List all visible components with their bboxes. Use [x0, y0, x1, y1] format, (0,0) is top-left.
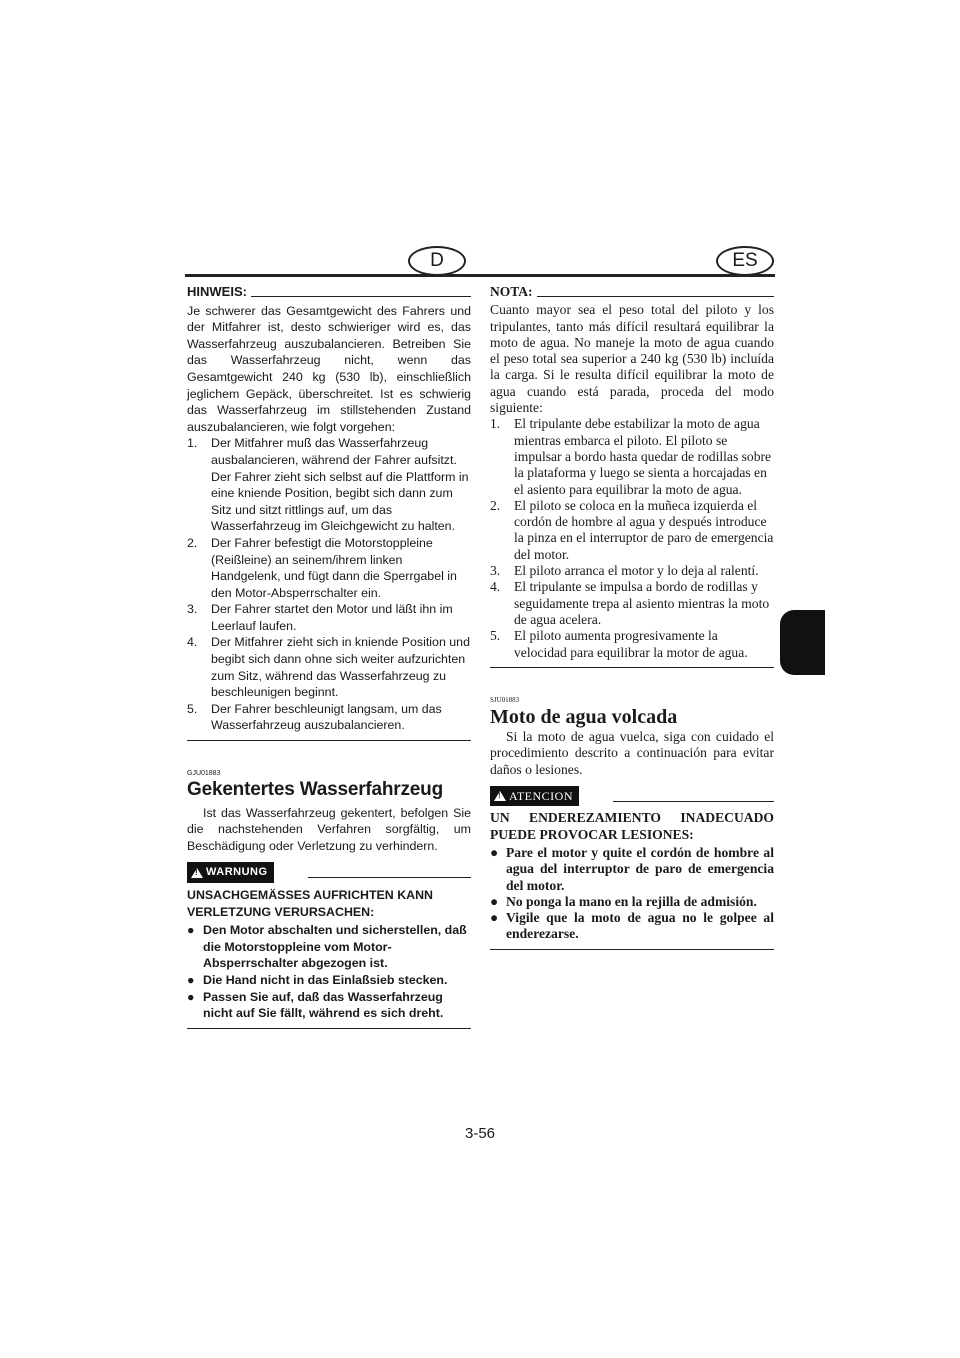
language-badge-d: D: [408, 246, 466, 276]
section-title: Moto de agua volcada: [490, 705, 678, 728]
page-number: 3-56: [464, 1125, 496, 1142]
list-item: [187, 922, 471, 972]
list-item: [187, 601, 471, 634]
bullet-icon: ●: [490, 893, 499, 909]
list-item: [490, 910, 774, 943]
note-heading: [187, 284, 471, 301]
note-title: HINWEIS:: [187, 284, 247, 299]
step-text: El piloto arranca el motor y lo deja al ralentí.: [514, 563, 759, 579]
warning-item-text: Pare el motor y quite el cordón de hombre al agua del interruptor de paro de emergencia del motor.: [506, 844, 774, 893]
step-number: 3.: [490, 563, 501, 579]
bullet-icon: ●: [490, 844, 499, 860]
step-text: Der Mitfahrer muß das Wasserfahrzeug ausbalancieren, während der Fahrer aufsitzt. Der Fahrer zieht sich selbst auf die Plattform in eine kniende Position, begibt sich dann zum Sitz und sitzt rittlings auf, um das Wasserfahrzeug im Gleichgewicht zu halten.: [211, 436, 469, 534]
note-rule: [537, 288, 775, 297]
warning-body: [490, 810, 774, 942]
step-number: 4.: [490, 579, 501, 595]
section-intro: Si la moto de agua vuelca, siga con cuidado el procedimiento descrito a continuación para evitar daños o lesiones.: [490, 729, 774, 777]
language-badge-es: ES: [716, 246, 774, 276]
list-item: [187, 435, 471, 535]
step-text: Der Fahrer befestigt die Motorstoppleine (Reißleine) an seinem/ihrem linken Handgelenk, und fügt dann die Sperrgabel in den Motor-Absperrschalter ein.: [211, 535, 457, 600]
note-end-rule: [187, 740, 471, 741]
step-number: 4.: [187, 635, 198, 650]
list-item: [490, 416, 774, 497]
step-text: El tripulante se impulsa a bordo de rodillas y seguidamente trepa al asiento mientras la moto de agua acelera.: [514, 579, 770, 627]
section-intro: Ist das Wasserfahrzeug gekentert, befolgen Sie die nachstehenden Verfahren sorgfältig, um Beschädigung oder Verletzung zu verhindern.: [187, 805, 471, 853]
note-intro: Cuanto mayor sea el peso total del piloto y los tripulantes, tanto más difícil resultará equilibrar la moto de agua. No maneje la moto de agua cuando el peso total sea superior a 240 kg (530 lb) incluída la carga. Si le resulta difícil equilibrar la moto de agua cuando está parada, proceda del modo siguiente:: [490, 302, 774, 416]
column-spanish: [490, 284, 774, 950]
warning-item-text: Den Motor abschalten und sicherstellen, daß die Motorstoppleine vom Motor-Absperrschalter abgezogen ist.: [203, 923, 467, 971]
warning-end-rule: [187, 1028, 471, 1029]
list-item: [490, 628, 774, 661]
note-rule: [251, 288, 471, 297]
warning-item-text: Die Hand nicht in das Einlaßsieb stecken.: [203, 972, 448, 987]
list-item: [490, 579, 774, 628]
step-number: 5.: [187, 701, 198, 716]
bullet-icon: ●: [187, 972, 195, 987]
bullet-icon: ●: [187, 923, 195, 938]
step-number: 3.: [187, 602, 198, 617]
warning-triangle-icon: [494, 791, 506, 801]
warning-label: WARNUNG: [206, 866, 268, 879]
warning-list: [490, 845, 774, 943]
step-text: Der Mitfahrer zieht sich in kniende Position und begibt sich dann ohne sich weiter aufzurichten zum Sitz, während das Wasserfahrzeug zu beschleunigen beginnt.: [211, 635, 470, 700]
note-heading: [490, 284, 774, 300]
list-item: [490, 563, 774, 579]
step-number: 2.: [490, 497, 501, 513]
warning-item-text: No ponga la mano en la rejilla de admisión.: [506, 893, 757, 909]
warning-end-rule: [490, 949, 774, 950]
list-item: [490, 894, 774, 910]
warning-badge: [187, 862, 274, 883]
note-intro: Je schwerer das Gesamtgewicht des Fahrers und der Mitfahrer ist, desto schwieriger wird es, das Wasserfahrzeug auszubalancieren. Betreiben Sie das Wasserfahrzeug nicht, wenn das Gesamtgewicht 240 kg (530 lb), einschließlich jeglichem Gepäck, überschreitet. Ist es schwierig das Wasserfahrzeug im stillstehenden Zustand auszubalancieren, wie folgt vorgehen:: [187, 303, 471, 434]
warning-title: UNSACHGEMÄSSES AUFRICHTEN KANN VERLETZUNG VERURSACHEN:: [187, 888, 433, 919]
step-text: El piloto aumenta progresivamente la velocidad para equilibrar la motor de agua.: [514, 628, 748, 660]
warning-title: UN ENDEREZAMIENTO INADECUADO PUEDE PROVOCAR LESIONES:: [490, 810, 774, 842]
step-number: 1.: [490, 416, 501, 432]
header-rule: [185, 274, 775, 277]
list-item: [187, 634, 471, 700]
warning-body: [187, 887, 471, 1022]
list-item: [187, 972, 471, 989]
warning-badge: [490, 786, 579, 806]
steps-list: [490, 416, 774, 660]
warning-label: ATENCION: [509, 789, 573, 804]
bullet-icon: ●: [490, 910, 499, 926]
step-text: Der Fahrer beschleunigt langsam, um das Wasserfahrzeug auszubalancieren.: [211, 701, 442, 733]
steps-list: [187, 435, 471, 734]
step-text: El tripulante debe estabilizar la moto de agua mientras embarca el piloto. El piloto se impulsar a bordo hasta quedar de rodillas sobre la plataforma y luego se sienta a horcajadas en el asiento para equilibrar la moto de agua.: [514, 416, 772, 497]
section-title: Gekentertes Wasserfahrzeug: [187, 779, 443, 801]
warning-rule: [613, 791, 774, 802]
warning-heading: [187, 862, 471, 883]
section-code: SJU01883: [490, 695, 520, 704]
column-german: [187, 284, 471, 1029]
section-thumb-tab: [780, 610, 825, 675]
note-end-rule: [490, 667, 774, 668]
list-item: [490, 845, 774, 894]
step-text: Der Fahrer startet den Motor und läßt ihn im Leerlauf laufen.: [211, 602, 453, 633]
list-item: [490, 498, 774, 563]
warning-rule: [308, 867, 471, 878]
step-number: 1.: [187, 436, 198, 451]
step-text: El piloto se coloca en la muñeca izquierda el cordón de hombre al agua y después introduce la pinza en el interruptor de paro de emergencia del motor.: [514, 497, 774, 562]
list-item: [187, 701, 471, 734]
step-number: 5.: [490, 628, 501, 644]
warning-heading: [490, 786, 774, 806]
bullet-icon: ●: [187, 989, 195, 1004]
warning-triangle-icon: [191, 868, 203, 878]
list-item: [187, 989, 471, 1022]
warning-list: [187, 922, 471, 1022]
warning-item-text: Vigile que la moto de agua no le golpee al enderezarse.: [506, 910, 774, 942]
list-item: [187, 535, 471, 601]
section-code: GJU01883: [187, 770, 221, 778]
note-title: NOTA:: [490, 284, 533, 299]
step-number: 2.: [187, 535, 198, 550]
warning-item-text: Passen Sie auf, daß das Wasserfahrzeug nicht auf Sie fällt, während es sich dreht.: [203, 989, 444, 1021]
